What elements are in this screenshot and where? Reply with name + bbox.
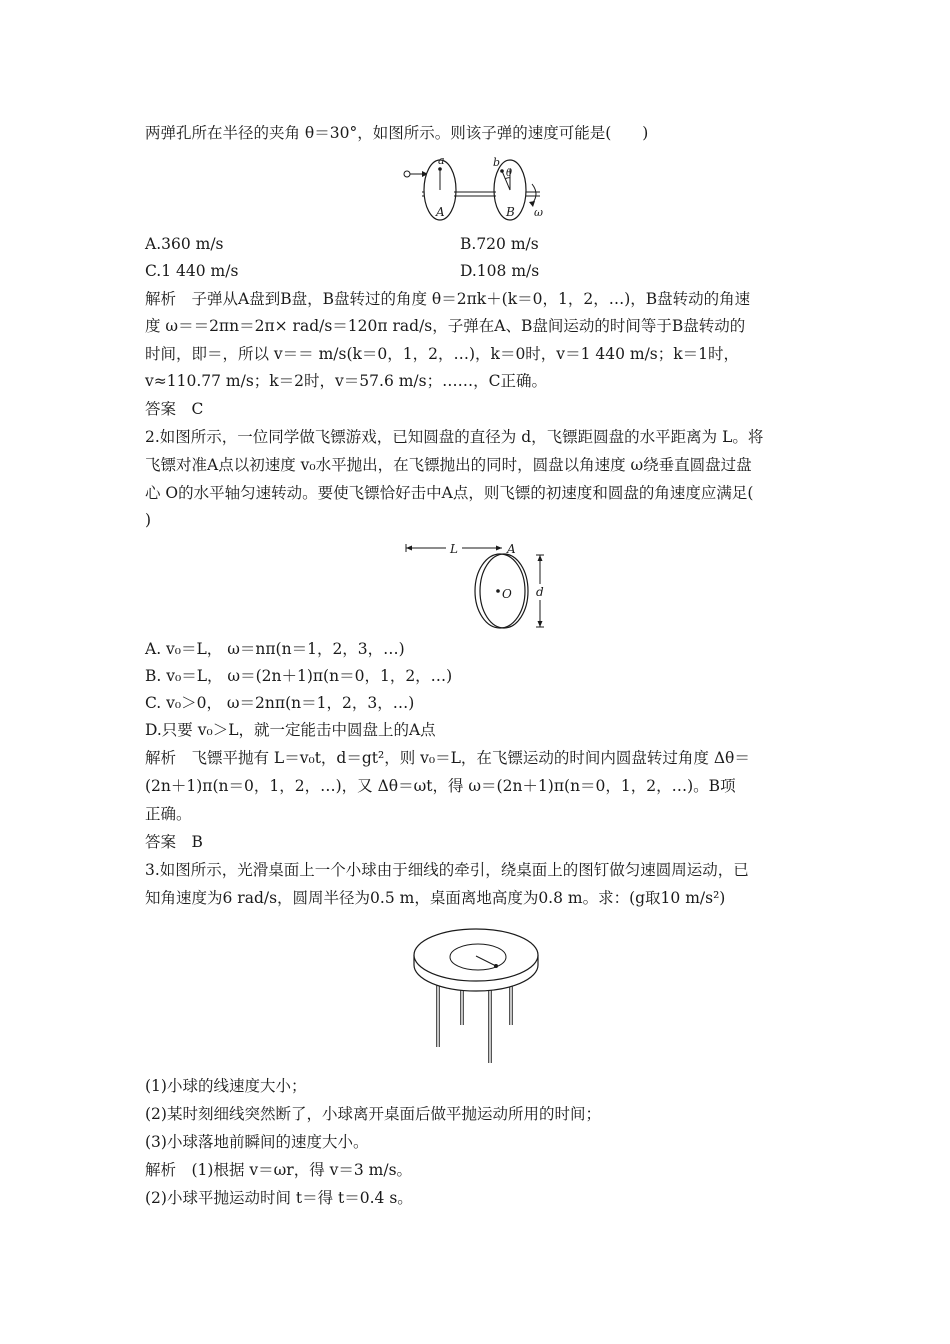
q1-answer: 答案 C — [145, 400, 204, 418]
q1-option-a: A.360 m/s — [145, 235, 224, 253]
q1-analysis-line-1: 解析 子弹从A盘到B盘，B盘转过的角度 θ＝2πk＋(k＝0，1，2，…)，B盘转动的角速 — [145, 290, 751, 308]
q3-part-2: (2)某时刻细线突然断了，小球离开桌面后做平抛运动所用的时间； — [145, 1105, 601, 1123]
q3-analysis-line-1: 解析 (1)根据 v＝ωr，得 v＝3 m/s。 — [145, 1161, 413, 1179]
q2-analysis-line-1: 解析 飞镖平抛有 L＝v₀t，d＝gt²，则 v₀＝L，在飞镖运动的时间内圆盘转过角度 Δθ＝ — [145, 749, 750, 767]
q3-part-1: (1)小球的线速度大小； — [145, 1077, 307, 1095]
q2-figure-dartboard — [402, 538, 552, 630]
label-b: b — [493, 156, 501, 169]
label-disc-A: A — [436, 205, 445, 219]
label-d: d — [536, 585, 544, 599]
q3-figure-table — [410, 925, 545, 1065]
label-theta: θ — [506, 168, 513, 179]
q1-stem: 两弹孔所在半径的夹角 θ＝30°，如图所示。则该子弹的速度可能是( ) — [145, 124, 649, 142]
q2-stem-line-2: 飞镖对准A点以初速度 v₀水平抛出，在飞镖抛出的同时，圆盘以角速度 ω绕垂直圆盘过盘 — [145, 456, 752, 474]
q1-figure-rotating-discs — [398, 154, 558, 228]
q2-option-a: A. v₀＝L， ω＝nπ(n＝1，2，3，…) — [145, 640, 405, 658]
q1-option-d: D.108 m/s — [460, 262, 540, 280]
q3-part-3: (3)小球落地前瞬间的速度大小。 — [145, 1133, 369, 1151]
q1-option-b: B.720 m/s — [460, 235, 539, 253]
q2-stem-line-4: ) — [145, 511, 152, 529]
q2-analysis-line-2: (2n＋1)π(n＝0，1，2，…)，又 Δθ＝ωt，得 ω＝(2n＋1)π(n＝0，1，2，…)。B项 — [145, 777, 736, 795]
label-disc-B: B — [506, 205, 515, 219]
q3-analysis-line-2: (2)小球平抛运动时间 t＝得 t＝0.4 s。 — [145, 1189, 413, 1207]
q1-analysis-line-3: 时间，即＝，所以 v＝＝ m/s(k＝0，1，2，…)，k＝0时，v＝1 440 m/s；k＝1时， — [145, 345, 739, 363]
label-omega: ω — [534, 206, 543, 219]
label-A: A — [507, 542, 516, 556]
q2-stem-line-3: 心 O的水平轴匀速转动。要使飞镖恰好击中A点，则飞镖的初速度和圆盘的角速度应满足( — [145, 484, 754, 502]
q3-stem-line-2: 知角速度为6 rad/s，圆周半径为0.5 m，桌面离地高度为0.8 m。求：(g取10 m/s²) — [145, 889, 726, 907]
q1-option-c: C.1 440 m/s — [145, 262, 239, 280]
q2-stem-line-1: 2.如图所示，一位同学做飞镖游戏，已知圆盘的直径为 d，飞镖距圆盘的水平距离为 L。将 — [145, 428, 764, 446]
label-L: L — [450, 542, 458, 556]
q1-analysis-line-2: 度 ω＝＝2πn＝2π× rad/s＝120π rad/s，子弹在A、B盘间运动的时间等于B盘转动的 — [145, 317, 746, 335]
label-O: O — [502, 587, 512, 601]
q2-option-c: C. v₀＞0， ω＝2nπ(n＝1，2，3，…) — [145, 694, 415, 712]
q2-option-b: B. v₀＝L， ω＝(2n＋1)π(n＝0，1，2，…) — [145, 667, 453, 685]
q2-answer: 答案 B — [145, 833, 203, 851]
q1-analysis-line-4: v≈110.77 m/s；k＝2时，v＝57.6 m/s；……，C正确。 — [145, 372, 547, 390]
q2-analysis-line-3: 正确。 — [145, 805, 192, 823]
q2-option-d: D.只要 v₀＞L，就一定能击中圆盘上的A点 — [145, 721, 436, 739]
label-a: a — [438, 154, 445, 167]
q3-stem-line-1: 3.如图所示，光滑桌面上一个小球由于细线的牵引，绕桌面上的图钉做匀速圆周运动，已 — [145, 861, 749, 879]
